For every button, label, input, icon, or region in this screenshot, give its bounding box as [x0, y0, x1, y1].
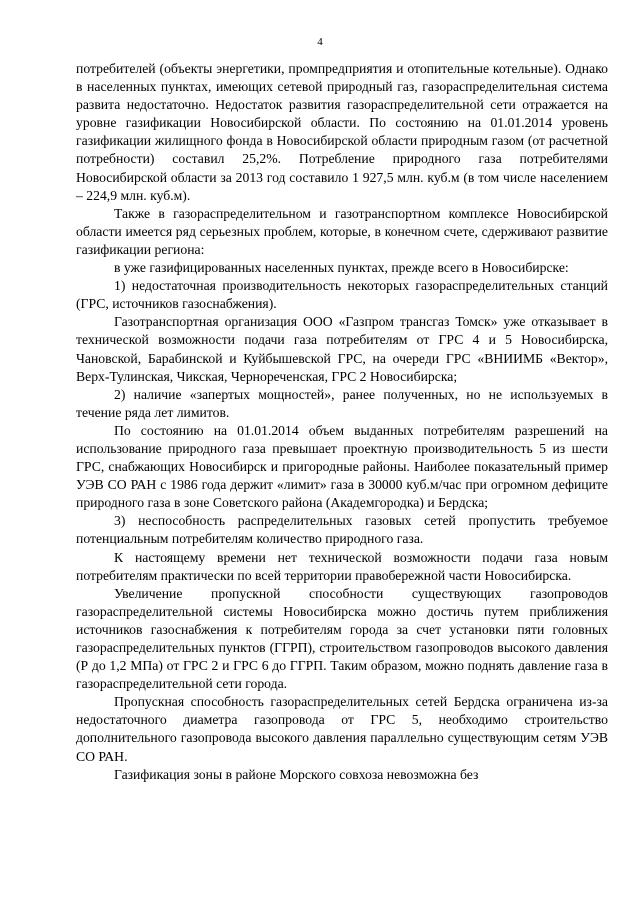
paragraph-5: Газотранспортная организация ООО «Газпром трансгаз Томск» уже отказывает в технической возможности подачи газа потребителям от ГРС 4 и 5 Новосибирска, Чановской, Барабинской и Куйбышевской ГРС, на очереди ГРС «ВНИИМБ «Вектор», Верх-Тулинская, Чикская, Чернореченская, ГРС 2 Новосибирска;: [76, 314, 608, 384]
paragraph-4: 1) недостаточная производительность некоторых газораспределительных станций (ГРС, источников газоснабжения).: [76, 278, 608, 312]
paragraph-6: 2) наличие «запертых мощностей», ранее полученных, но не используемых в течение ряда лет лимитов.: [76, 386, 608, 420]
paragraph-2: Также в газораспределительном и газотранспортном комплексе Новосибирской области имеется ряд серьезных проблем, которые, в конечном счете, сдерживают развитие газификации региона:: [76, 205, 608, 257]
page-number: 4: [317, 36, 323, 48]
paragraph-3: в уже газифицированных населенных пунктах, прежде всего в Новосибирске:: [114, 260, 569, 276]
paragraph-9: К настоящему времени нет технической возможности подачи газа новым потребителям практически по всей территории правобережной части Новосибирска.: [76, 549, 608, 583]
paragraph-12: Газификация зоны в районе Морского совхоза невозможна без: [114, 766, 479, 782]
paragraph-11: Пропускная способность газораспределительных сетей Бердска ограничена из-за недостаточного диаметра газопровода от ГРС 5, необходимо строительство дополнительного газопровода высокого давления параллельно существующим сетям УЭВ СО РАН.: [76, 694, 608, 764]
paragraph-7: По состоянию на 01.01.2014 объем выданных потребителям разрешений на использование природного газа превышает проектную производительность 5 из шести ГРС, снабжающих Новосибирск и пригородные районы. Наиболее показательный пример УЭВ СО РАН с 1986 года держит «лимит» газа в 30000 куб.м/час при огромном дефиците природного газа в зоне Советского района (Академгородка) и Бердска;: [76, 422, 608, 511]
paragraph-10: Увеличение пропускной способности существующих газопроводов газораспределительной системы Новосибирска можно достичь путем приближения источников газоснабжения к потребителям города за счет установки пяти головных газораспределительных пунктов (ГГРП), строительством газопроводов высокого давления (Р до 1,2 МПа) от ГРС 2 и ГРС 6 до ГГРП. Таким образом, можно поднять давление газа в газораспределительной сети города.: [76, 585, 608, 692]
paragraph-1: потребителей (объекты энергетики, промпредприятия и отопительные котельные). Однако в населенных пунктах, имеющих сетевой природный газ, газораспределительная система развита недостаточно. Недостаток развития газораспределительной сети отражается на уровне газификации Новосибирской области. По состоянию на 01.01.2014 уровень газификации жилищного фонда в Новосибирской области природным газом (от расчетной потребности) составил 25,2%. Потребление природного газа потребителями Новосибирской области за 2013 год составило 1 927,5 млн. куб.м (в том числе населением – 224,9 млн. куб.м).: [76, 61, 608, 203]
document-body: [76, 60, 608, 784]
paragraph-8: 3) неспособность распределительных газовых сетей пропустить требуемое потенциальным потребителям количество природного газа.: [76, 513, 608, 547]
